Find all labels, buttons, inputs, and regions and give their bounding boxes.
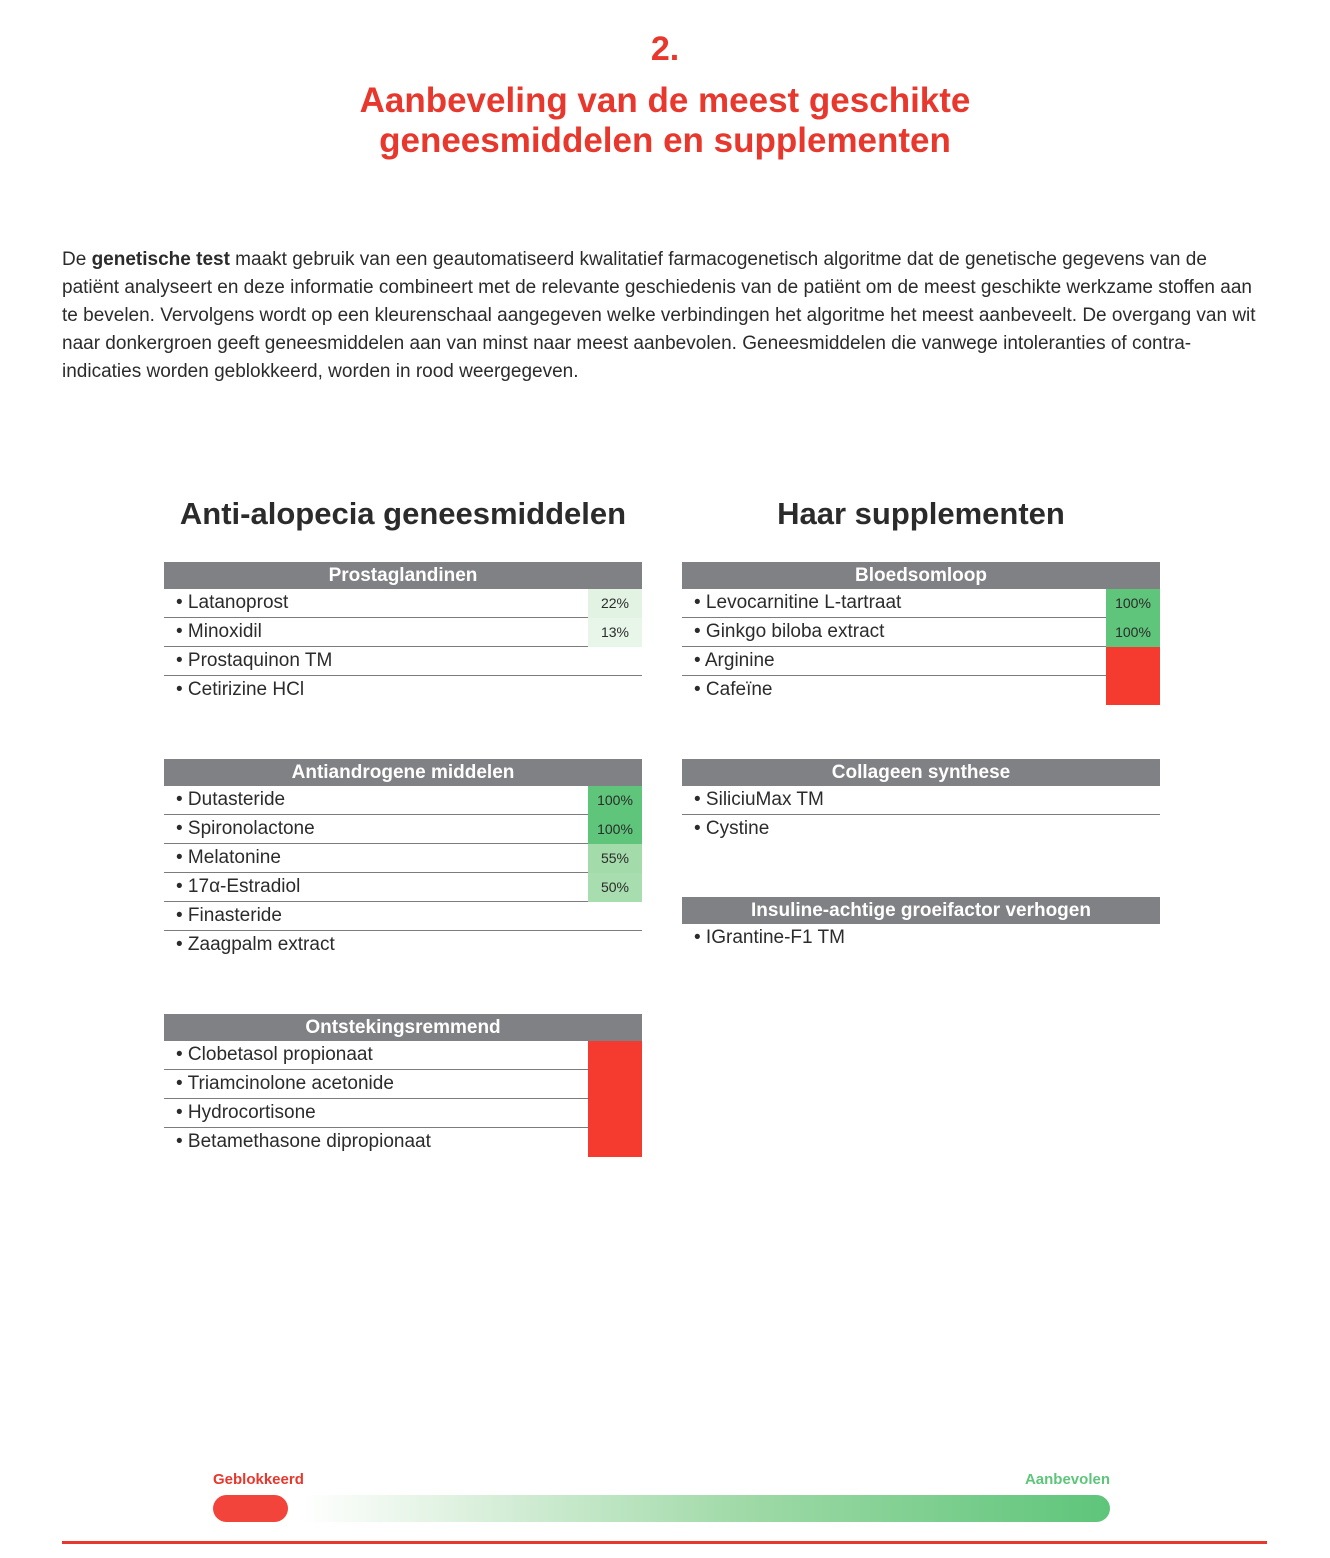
table-row <box>682 676 1160 704</box>
group-header: Insuline-achtige groeifactor verhogen <box>682 897 1160 924</box>
right-column-title: Haar supplementen <box>777 496 1065 531</box>
drug-name: • Latanoprost <box>176 592 289 613</box>
intro-paragraph <box>62 246 1267 386</box>
intro-prefix: De <box>62 249 92 270</box>
blocked-cell <box>1106 676 1160 705</box>
title-line-2: geneesmiddelen en supplementen <box>379 121 951 160</box>
table-row <box>682 647 1160 676</box>
drug-name: • Triamcinolone acetonide <box>176 1073 394 1094</box>
legend-recommended-label: Aanbevolen <box>1024 1471 1110 1488</box>
supplement-name: • SiliciuMax TM <box>694 789 824 810</box>
blocked-cell <box>588 1128 642 1157</box>
blocked-swatch <box>213 1495 288 1522</box>
table-row <box>164 1041 642 1070</box>
footer-divider <box>62 1541 1267 1544</box>
table-row <box>682 815 1160 843</box>
left-column-title: Anti-alopecia geneesmiddelen <box>179 496 627 531</box>
legend-blocked-label: Geblokkeerd <box>213 1471 304 1488</box>
recommendation-scale <box>213 1495 1110 1522</box>
group-prostaglandinen <box>164 562 642 704</box>
table-row <box>682 618 1160 647</box>
score-cell: 100% <box>1106 618 1160 647</box>
group-insuline-groeifactor <box>682 897 1160 952</box>
page-title <box>0 81 1330 161</box>
blocked-cell <box>1106 647 1160 676</box>
group-header: Bloedsomloop <box>682 562 1160 589</box>
group-antiandrogene-middelen <box>164 759 642 959</box>
table-row <box>164 931 642 959</box>
group-header: Collageen synthese <box>682 759 1160 786</box>
table-row <box>682 924 1160 952</box>
score-cell: 100% <box>588 815 642 844</box>
drug-name: • Clobetasol propionaat <box>176 1044 373 1065</box>
table-row <box>164 676 642 704</box>
group-collageen-synthese <box>682 759 1160 843</box>
supplement-name: • Ginkgo biloba extract <box>694 621 885 642</box>
drug-name: • Zaagpalm extract <box>176 934 335 955</box>
table-row <box>164 589 642 618</box>
table-row <box>164 873 642 902</box>
drug-name: • Finasteride <box>176 905 282 926</box>
table-row <box>164 815 642 844</box>
table-row <box>164 902 642 931</box>
group-header: Antiandrogene middelen <box>164 759 642 786</box>
score-cell: 22% <box>588 589 642 618</box>
supplement-name: • IGrantine-F1 TM <box>694 927 845 948</box>
intro-bold: genetische test <box>91 249 230 270</box>
table-row <box>682 786 1160 815</box>
title-line-1: Aanbeveling van de meest geschikte <box>359 81 971 120</box>
drug-name: • Prostaquinon TM <box>176 650 333 671</box>
drug-name: • 17α-Estradiol <box>176 876 301 897</box>
drug-name: • Cetirizine HCl <box>176 679 305 700</box>
table-row <box>164 1099 642 1128</box>
section-number: 2. <box>650 30 680 68</box>
drug-name: • Minoxidil <box>176 621 262 642</box>
blocked-cell <box>588 1041 642 1070</box>
drug-name: • Betamethasone dipropionaat <box>176 1131 431 1152</box>
table-row <box>164 844 642 873</box>
supplement-name: • Cystine <box>694 818 770 839</box>
drug-name: • Melatonine <box>176 847 281 868</box>
table-row <box>164 647 642 676</box>
score-cell: 100% <box>1106 589 1160 618</box>
supplement-name: • Levocarnitine L-tartraat <box>694 592 902 613</box>
table-row <box>164 1128 642 1156</box>
score-cell: 55% <box>588 844 642 873</box>
drug-name: • Hydrocortisone <box>176 1102 316 1123</box>
group-bloedsomloop <box>682 562 1160 704</box>
intro-text: maakt gebruik van een geautomatiseerd kwalitatief farmacogenetisch algoritme dat de genetische gegevens van de patiënt analyseert en deze informatie combineert met de relevante geschiedenis van de patiënt om de meest geschikte werkzame stoffen aan te bevelen. Vervolgens wordt op een kleurenschaal aangegeven welke verbindingen het algoritme het meest aanbeveelt. De overgang van wit naar donkergroen geeft geneesmiddelen aan van minst naar meest aanbevolen. Geneesmiddelen die vanwege intoleranties of contra-indicaties worden geblokkeerd, worden in rood weergegeven. <box>62 249 1256 382</box>
score-cell: 100% <box>588 786 642 815</box>
score-cell: 13% <box>588 618 642 647</box>
table-row <box>164 618 642 647</box>
blocked-cell <box>588 1070 642 1099</box>
blocked-cell <box>588 1099 642 1128</box>
supplement-name: • Arginine <box>694 650 775 671</box>
table-row <box>164 786 642 815</box>
table-row <box>682 589 1160 618</box>
drug-name: • Spironolactone <box>176 818 315 839</box>
table-row <box>164 1070 642 1099</box>
drug-name: • Dutasteride <box>176 789 286 810</box>
supplement-name: • Cafeïne <box>694 679 773 700</box>
group-header: Ontstekingsremmend <box>164 1014 642 1041</box>
score-cell: 50% <box>588 873 642 902</box>
group-header: Prostaglandinen <box>164 562 642 589</box>
group-ontstekingsremmend <box>164 1014 642 1156</box>
